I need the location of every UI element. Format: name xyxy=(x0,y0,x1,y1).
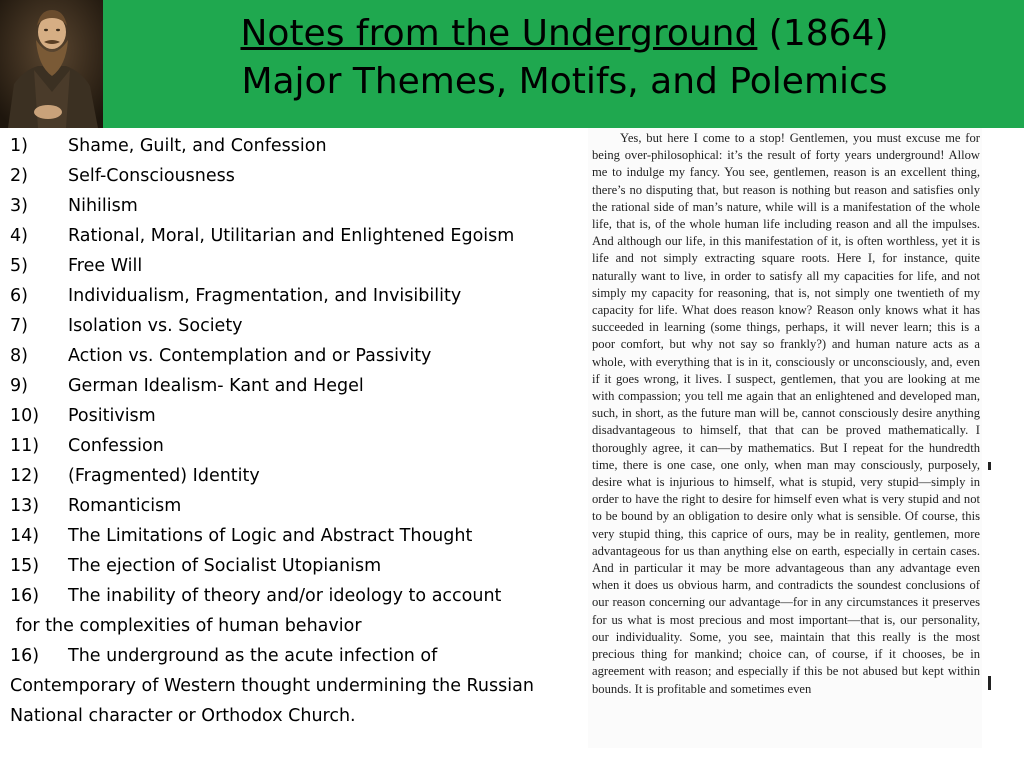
item-number: 7) xyxy=(10,316,28,336)
item-text: The ejection of Socialist Utopianism xyxy=(68,556,382,576)
list-item xyxy=(10,641,570,671)
item-number: 2) xyxy=(10,166,28,186)
book-title: Notes from the Underground xyxy=(240,13,758,54)
item-text: Self-Consciousness xyxy=(68,166,235,186)
slide-subtitle: Major Themes, Motifs, and Polemics xyxy=(241,61,888,102)
item-number: 16) xyxy=(10,646,40,666)
list-item xyxy=(10,311,570,341)
item-text: German Idealism- Kant and Hegel xyxy=(68,376,364,396)
list-item-continuation: Contemporary of Western thought undermining the Russian xyxy=(10,676,534,696)
scan-edge-mark xyxy=(988,676,991,690)
item-text: Nihilism xyxy=(68,196,138,216)
list-item xyxy=(10,431,570,461)
slide-title xyxy=(105,10,1024,106)
themes-list xyxy=(10,131,570,731)
author-portrait xyxy=(0,0,103,128)
list-item xyxy=(10,131,570,161)
item-number: 5) xyxy=(10,256,28,276)
list-item xyxy=(10,371,570,401)
item-number: 14) xyxy=(10,526,40,546)
list-item xyxy=(10,491,570,521)
item-number: 15) xyxy=(10,556,40,576)
title-line xyxy=(105,10,1024,58)
item-number: 13) xyxy=(10,496,40,516)
item-text: The underground as the acute infection of xyxy=(68,646,438,666)
scan-edge-mark xyxy=(988,462,991,470)
item-text: Confession xyxy=(68,436,164,456)
item-number: 12) xyxy=(10,466,40,486)
item-text: Individualism, Fragmentation, and Invisibility xyxy=(68,286,462,306)
book-year: (1864) xyxy=(757,13,889,54)
item-number: 6) xyxy=(10,286,28,306)
item-text: The inability of theory and/or ideology to account xyxy=(68,586,502,606)
item-text: Rational, Moral, Utilitarian and Enlightened Egoism xyxy=(68,226,515,246)
list-item xyxy=(10,551,570,581)
list-item xyxy=(10,461,570,491)
item-number: 4) xyxy=(10,226,28,246)
title-banner xyxy=(0,0,1024,128)
item-number: 11) xyxy=(10,436,40,456)
list-item xyxy=(10,581,570,611)
item-text: Isolation vs. Society xyxy=(68,316,243,336)
item-number: 16) xyxy=(10,586,40,606)
list-item-continuation: for the complexities of human behavior xyxy=(10,616,362,636)
item-text: The Limitations of Logic and Abstract Thought xyxy=(68,526,473,546)
item-number: 9) xyxy=(10,376,28,396)
list-item xyxy=(10,251,570,281)
item-number: 10) xyxy=(10,406,40,426)
item-text: (Fragmented) Identity xyxy=(68,466,260,486)
list-item xyxy=(10,161,570,191)
list-item xyxy=(10,521,570,551)
item-number: 8) xyxy=(10,346,28,366)
list-item xyxy=(10,221,570,251)
excerpt-text: Yes, but here I come to a stop! Gentlemen, you must excuse me for being over-philosophical: it’s the result of forty years underground! Allow me to indulge my fancy. You see, gentlemen, reason is an excellent thing, there’s no disputing that, but reason is nothing but reason and satisfies only the rational side of man’s nature, while will is a manifestation of the whole life, that is, of the whole human life including reason and all the impulses. And although our life, in this manifestation of it, is often worthless, yet it is life and not simply extracting square roots. Here I, for instance, quite naturally want to live, in order to satisfy all my capacities for life, and not simply my capacity for reasoning, that is, not simply one twentieth of my capacity for life. What does reason know? Reason only knows what it has succeeded in learning (some things, perhaps, it will never learn; this is a poor comfort, but why not say so frankly?) and human nature acts as a whole, with everything that is in it, consciously or unconsciously, and, even if it goes wrong, it lives. I suspect, gentlemen, that you are looking at me with compassion; you tell me again that an enlightened and developed man, such, in short, as the future man will be, cannot consciously desire anything disadvantageous to himself, that that can be proved mathematically. I thoroughly agree, it can—by mathematics. But I repeat for the hundredth time, there is one case, one only, when man may consciously, purposely, desire what is injurious to himself, what is stupid, very stupid—simply in order to have the right to desire for himself even what is very stupid and not to be bound by an obligation to desire only what is sensible. Of course, this very stupid thing, this caprice of ours, may be in reality, gentlemen, more advantageous for us than anything else on earth, especially in certain cases. And in particular it may be more advantageous than any advantage even when it does us obvious harm, and contradicts the soundest conclusions of our reason concerning our advantage—for in any circumstances it preserves for us what is most precious and most important—that is, our personality, our individuality. Some, you see, maintain that this really is the most precious thing for mankind; choice can, of course, if it chooses, be in agreement with reason; and especially if this be not abused but kept within bounds. It is profitable and sometimes even xyxy=(592,131,980,696)
list-item-continuation: National character or Orthodox Church. xyxy=(10,706,356,726)
item-text: Romanticism xyxy=(68,496,182,516)
list-item xyxy=(10,341,570,371)
item-text: Action vs. Contemplation and or Passivity xyxy=(68,346,432,366)
item-number: 1) xyxy=(10,136,28,156)
list-item xyxy=(10,401,570,431)
item-text: Free Will xyxy=(68,256,143,276)
item-text: Positivism xyxy=(68,406,156,426)
portrait-image xyxy=(0,0,103,128)
list-item xyxy=(10,281,570,311)
book-excerpt-scan xyxy=(588,128,982,748)
item-text: Shame, Guilt, and Confession xyxy=(68,136,327,156)
list-item xyxy=(10,191,570,221)
item-number: 3) xyxy=(10,196,28,216)
